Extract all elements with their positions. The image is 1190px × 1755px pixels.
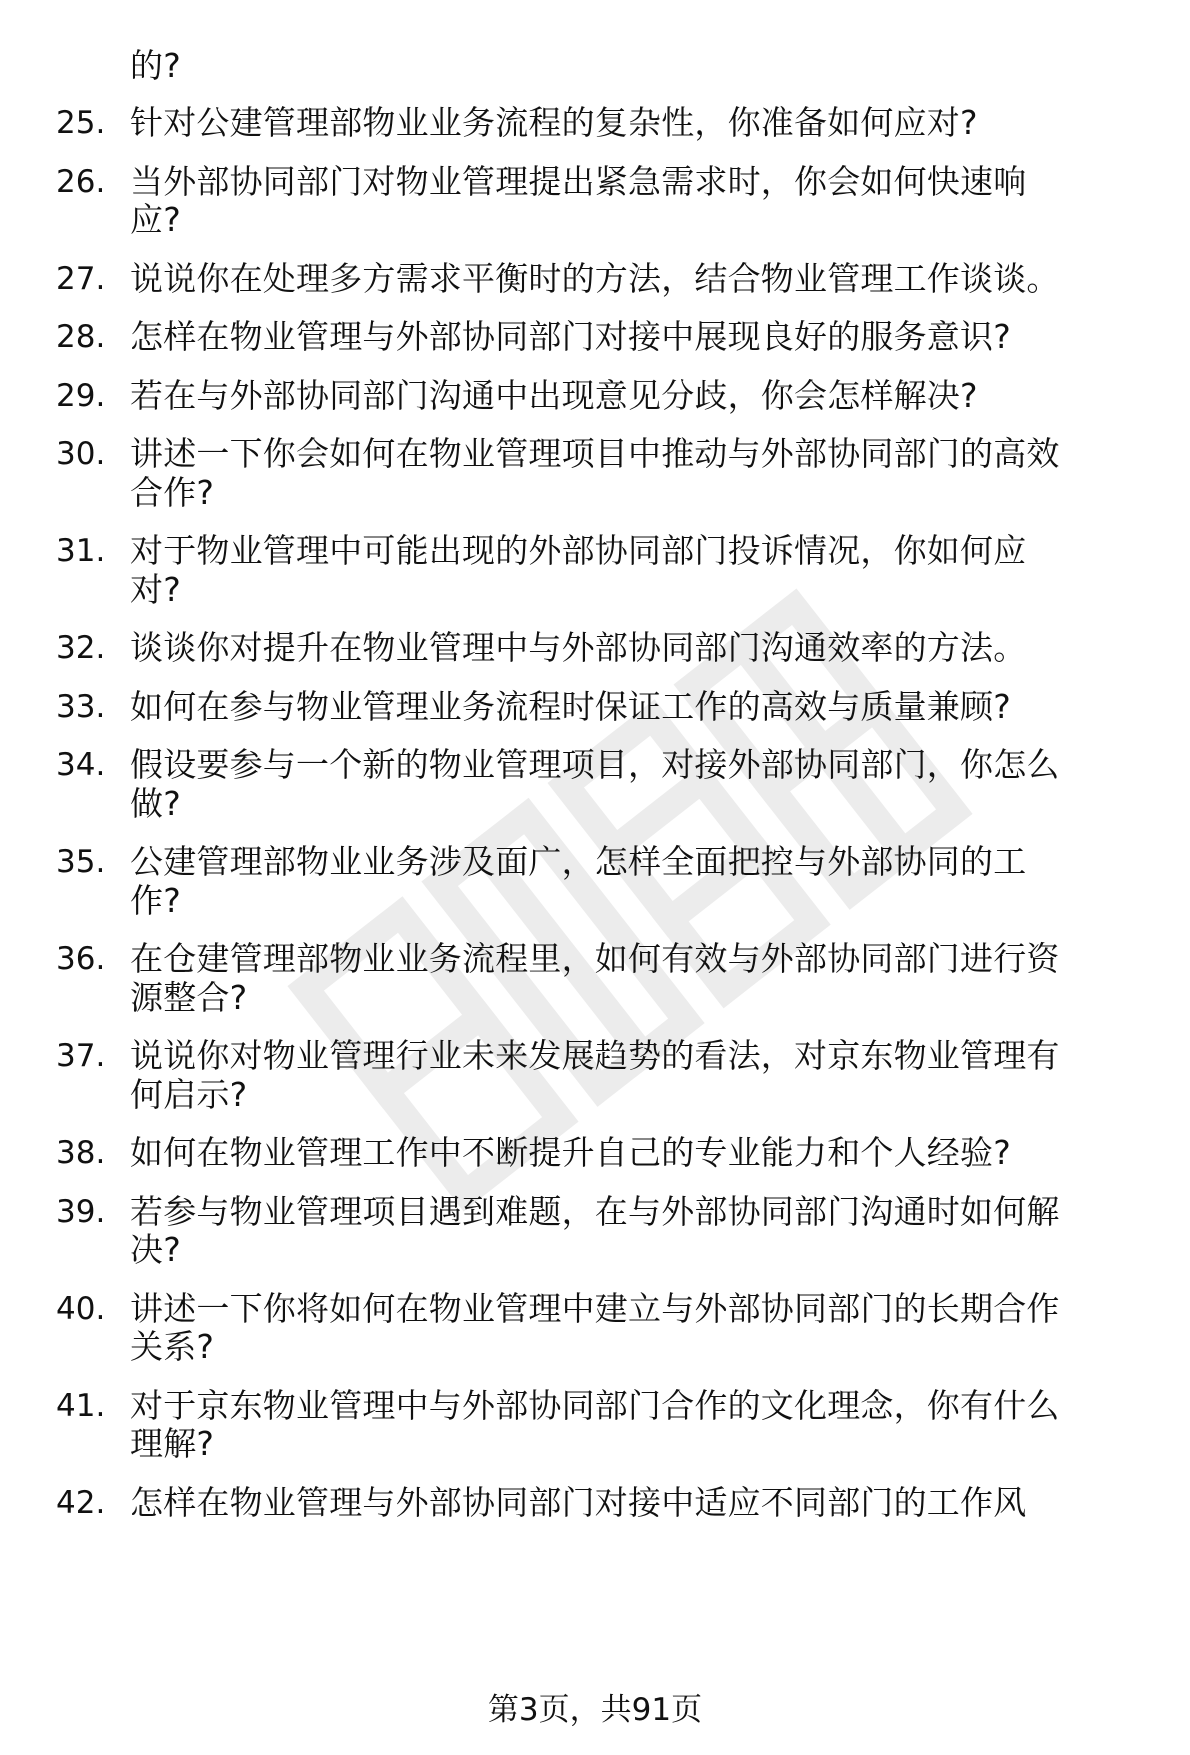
item-text-line: 假设要参与一个新的物业管理项目，对接外部协同部门，你怎么 (130, 745, 1060, 784)
item-text-line: 当外部协同部门对物业管理提出紧急需求时，你会如何快速响 (130, 161, 1027, 201)
item-text-line: 对于物业管理中可能出现的外部协同部门投诉情况，你如何应 (130, 531, 1027, 570)
item-text-line: 关系? (130, 1327, 215, 1366)
item-number: 34. (56, 747, 106, 783)
item-text-line: 讲述一下你会如何在物业管理项目中推动与外部协同部门的高效 (130, 434, 1060, 473)
item-number: 38. (56, 1135, 106, 1171)
item-text-line: 讲述一下你将如何在物业管理中建立与外部协同部门的长期合作 (130, 1288, 1060, 1328)
item-number: 27. (56, 260, 106, 297)
item-text-line: 做? (130, 783, 181, 823)
item-text-line: 谈谈你对提升在物业管理中与外部协同部门沟通效率的方法。 (130, 628, 1027, 667)
item-number: 33. (56, 688, 106, 725)
item-number: 36. (56, 941, 106, 977)
item-text-line: 在仓建管理部物业业务流程里，如何有效与外部协同部门进行资 (130, 939, 1060, 978)
item-number: 29. (56, 377, 106, 414)
item-text-line: 何启示? (130, 1074, 248, 1114)
item-number: 32. (56, 630, 106, 666)
item-text-line: 决? (130, 1230, 181, 1269)
item-text-line: 若参与物业管理项目遇到难题，在与外部协同部门沟通时如何解 (130, 1191, 1060, 1231)
item-number: 28. (56, 319, 106, 355)
item-text-line: 作? (130, 880, 181, 920)
item-text-line: 源整合? (130, 977, 248, 1017)
continuation-text: 的? (130, 46, 181, 85)
item-text-line: 针对公建管理部物业业务流程的复杂性，你准备如何应对? (130, 103, 978, 142)
item-text-line: 对于京东物业管理中与外部协同部门合作的文化理念，你有什么 (130, 1385, 1060, 1425)
item-text-line: 应? (130, 200, 181, 239)
item-number: 35. (56, 844, 106, 880)
item-text-line: 说说你在处理多方需求平衡时的方法，结合物业管理工作谈谈。 (130, 258, 1060, 298)
item-text-line: 合作? (130, 472, 215, 512)
item-text-line: 公建管理部物业业务涉及面广，怎样全面把控与外部协同的工 (130, 842, 1027, 881)
page-footer: 第3页，共91页 (487, 1692, 703, 1728)
item-text-line: 说说你对物业管理行业未来发展趋势的看法，对京东物业管理有 (130, 1036, 1060, 1075)
item-number: 42. (56, 1484, 106, 1521)
item-text-line: 对? (130, 569, 181, 609)
item-text-line: 若在与外部协同部门沟通中出现意见分歧，你会怎样解决? (130, 375, 978, 415)
item-number: 25. (56, 105, 106, 141)
item-number: 31. (56, 533, 106, 569)
item-text-line: 如何在物业管理工作中不断提升自己的专业能力和个人经验? (130, 1133, 1011, 1172)
item-text-line: 如何在参与物业管理业务流程时保证工作的高效与质量兼顾? (130, 686, 1011, 726)
item-number: 26. (56, 163, 106, 200)
item-text-line: 理解? (130, 1424, 215, 1463)
item-text-line: 怎样在物业管理与外部协同部门对接中适应不同部门的工作风 (130, 1482, 1027, 1522)
item-text-line: 怎样在物业管理与外部协同部门对接中展现良好的服务意识? (130, 317, 1011, 356)
item-number: 40. (56, 1290, 106, 1327)
item-number: 30. (56, 436, 106, 472)
item-number: 39. (56, 1193, 106, 1230)
item-number: 41. (56, 1387, 106, 1424)
item-number: 37. (56, 1038, 106, 1074)
